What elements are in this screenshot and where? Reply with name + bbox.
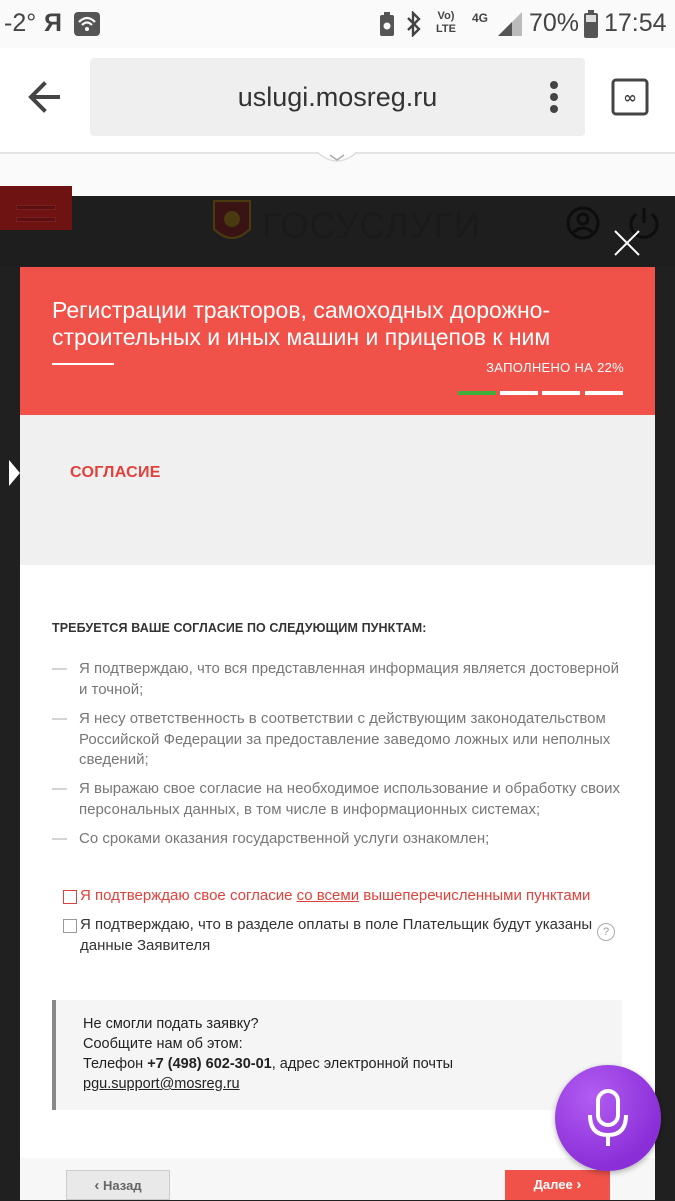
consent-all-link[interactable]: со всеми (296, 887, 360, 904)
help-question-icon[interactable]: ? (597, 923, 615, 941)
section-title: СОГЛАСИЕ (70, 464, 161, 481)
yandex-icon: Я (44, 9, 62, 37)
help-box (52, 1000, 622, 1110)
volte-icon: Vo) LTE (436, 10, 456, 35)
consent-item: — Я выражаю свое согласие на необходимое использование и обработку своих персональных данных, в том числе в информационных системах; (52, 780, 621, 818)
microphone-icon (585, 1089, 631, 1149)
network-type: 4G (472, 11, 489, 25)
support-email-link[interactable]: pgu.support@mosreg.ru (83, 1076, 240, 1092)
menu-dots-icon[interactable] (548, 80, 560, 114)
site-logo-text: ГОСУСЛУГИ (262, 205, 481, 246)
close-modal-icon[interactable] (612, 228, 642, 258)
svg-text:∞: ∞ (623, 88, 637, 107)
help-line: Не смогли подать заявку? (83, 1016, 259, 1032)
moscow-region-emblem-icon (212, 195, 252, 247)
progress-segment (542, 391, 580, 395)
wifi-icon (74, 12, 100, 36)
progress-segment (458, 391, 496, 395)
chevron-left-icon: ‹ (94, 1177, 100, 1194)
back-button[interactable]: ‹ Назад (66, 1170, 170, 1200)
battery-saver-icon (378, 12, 396, 38)
chevron-right-icon: › (576, 1176, 582, 1193)
status-bar (0, 0, 675, 48)
consent-heading: ТРЕБУЕТСЯ ВАШЕ СОГЛАСИЕ ПО СЛЕДУЮЩИМ ПУНКТАМ: (52, 621, 427, 635)
page-top-strip (0, 154, 675, 196)
payer-checkbox[interactable] (63, 919, 77, 933)
back-arrow-icon[interactable] (22, 72, 68, 122)
temperature: -2° (4, 9, 37, 37)
progress-segment (585, 391, 623, 395)
help-line: Сообщите нам об этом: (83, 1036, 243, 1052)
consent-item: — Я подтверждаю, что вся представленная информация является достоверной и точной; (52, 660, 619, 698)
support-phone[interactable]: +7 (498) 602-30-01 (147, 1056, 272, 1072)
consent-item: — Я несу ответственность в соответствии с действующим законодательством Российской Федерации за предоставление заведомо ложных или неполных сведений; (52, 710, 611, 768)
help-contacts: Телефон +7 (498) 602-30-01, адрес электронной почты (83, 1056, 454, 1072)
url-bar[interactable] (90, 58, 585, 136)
url-text[interactable]: uslugi.mosreg.ru (237, 82, 438, 112)
progress-segment (500, 391, 538, 395)
next-button[interactable]: Далее › (505, 1170, 610, 1200)
tabs-icon[interactable] (611, 78, 649, 116)
consent-item: — Со сроками оказания государственной услуги ознакомлен; (52, 830, 490, 847)
battery-icon (584, 10, 598, 38)
consent-all-checkbox[interactable] (63, 890, 77, 904)
hamburger-menu-button[interactable] (0, 186, 72, 230)
battery-percent: 70% (529, 9, 580, 37)
section-panel (20, 415, 655, 565)
clock: 17:54 (604, 9, 667, 37)
payer-checkbox-label[interactable]: Я подтверждаю, что в разделе оплаты в поле Плательщик будут указаны данные Заявителя (80, 916, 593, 954)
progress-label: ЗАПОЛНЕНО НА 22% (486, 360, 624, 375)
voice-assistant-button[interactable] (555, 1065, 661, 1171)
bluetooth-icon (404, 11, 424, 37)
form-title: Регистрации тракторов, самоходных дорожно-строительных и иных машин и прицепов к ним (52, 297, 551, 350)
browser-toolbar (0, 48, 675, 154)
chevron-down-icon[interactable] (316, 150, 358, 168)
title-underline (52, 363, 114, 365)
user-profile-icon[interactable] (565, 205, 601, 241)
consent-all-label[interactable]: Я подтверждаю свое согласие со всеми вышеперечисленными пунктами (80, 887, 591, 904)
side-arrow-icon[interactable] (7, 458, 21, 488)
signal-icon (498, 12, 522, 36)
